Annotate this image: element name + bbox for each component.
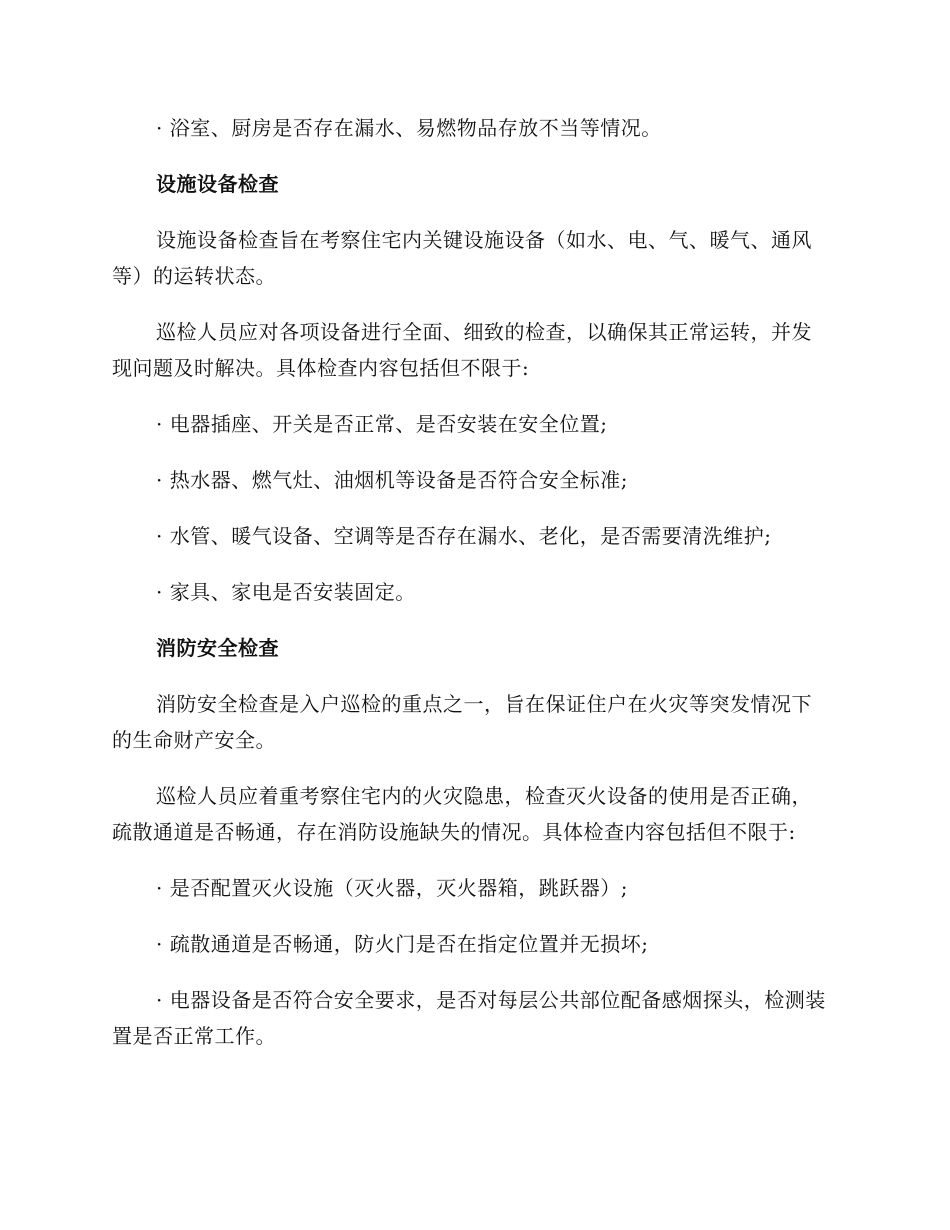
- bullet-electrical-detectors: · 电器设备是否符合安全要求，是否对每层公共部位配备感烟探头，检测装置是否正常工作。: [112, 988, 826, 1048]
- bullet-pipes-heating: · 水管、暖气设备、空调等是否存在漏水、老化，是否需要清洗维护;: [156, 524, 772, 548]
- heading-fire-safety: 消防安全检查: [156, 636, 279, 660]
- bullet-water-heater-gas: · 热水器、燃气灶、油烟机等设备是否符合安全标准;: [156, 468, 628, 492]
- bullet-bathroom-kitchen: · 浴室、厨房是否存在漏水、易燃物品存放不当等情况。: [156, 116, 662, 140]
- bullet-extinguishers: · 是否配置灭火设施（灭火器，灭火器箱，跳跃器）;: [156, 876, 628, 900]
- bullet-evacuation: · 疏散通道是否畅通，防火门是否在指定位置并无损坏;: [156, 932, 649, 956]
- bullet-sockets-switches: · 电器插座、开关是否正常、是否安装在安全位置;: [156, 412, 608, 436]
- document-body: [112, 110, 832, 1074]
- bullet-furniture-appliances: · 家具、家电是否安装固定。: [156, 580, 416, 604]
- paragraph-facility-intro: 设施设备检查旨在考察住宅内关键设施设备（如水、电、气、暖气、通风等）的运转状态。: [112, 228, 812, 288]
- paragraph-facility-details: 巡检人员应对各项设备进行全面、细致的检查，以确保其正常运转，并发现问题及时解决。具体检查内容包括但不限于:: [112, 320, 812, 380]
- paragraph-fire-details: 巡检人员应着重考察住宅内的火灾隐患，检查灭火设备的使用是否正确，疏散通道是否畅通，存在消防设施缺失的情况。具体检查内容包括但不限于:: [112, 784, 812, 844]
- paragraph-fire-intro: 消防安全检查是入户巡检的重点之一，旨在保证住户在火灾等突发情况下的生命财产安全。: [112, 692, 812, 752]
- heading-facility-inspection: 设施设备检查: [156, 172, 279, 196]
